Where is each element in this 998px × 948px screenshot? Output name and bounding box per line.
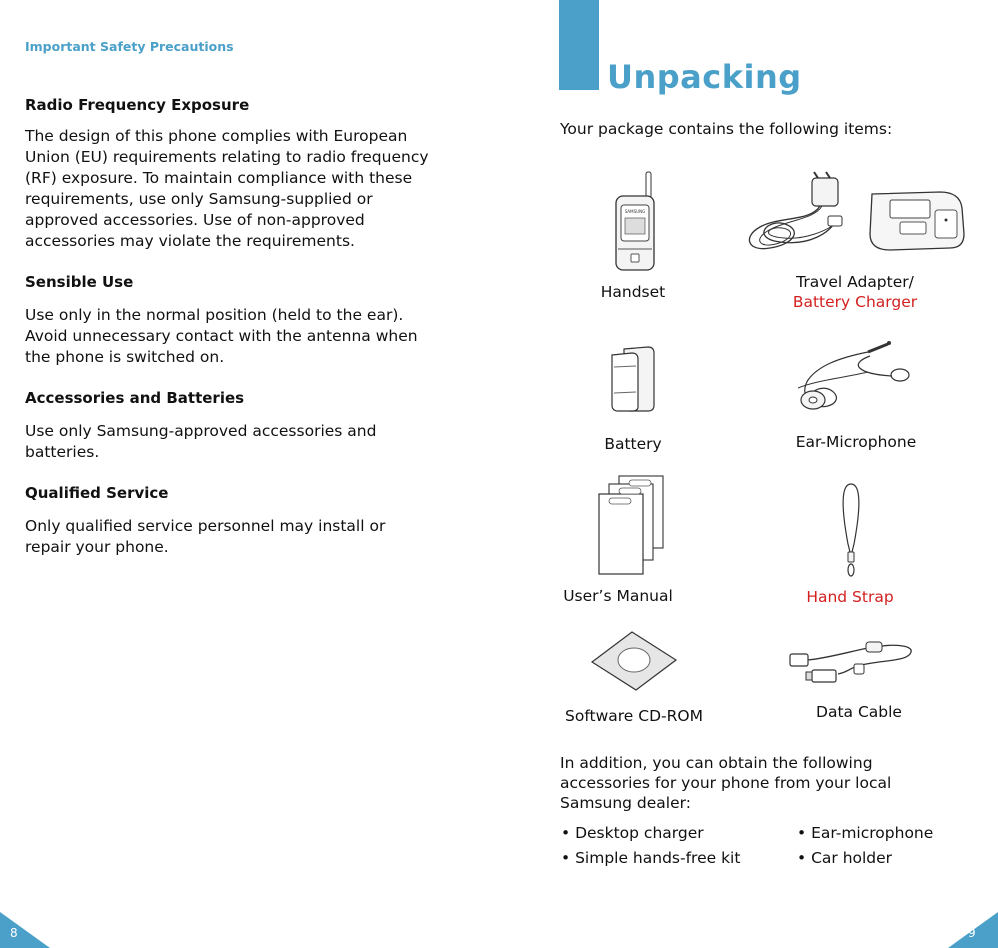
handset-brand-text: SAMSUNG <box>624 209 646 214</box>
caption-data-cable: Data Cable <box>816 703 902 721</box>
running-header: Important Safety Precautions <box>25 39 234 54</box>
page-corner-left <box>0 912 50 948</box>
optional-item: • Simple hands-free kit <box>561 849 741 867</box>
battery-illustration <box>608 345 660 413</box>
caption-hand-strap: Hand Strap <box>806 588 894 606</box>
page-title: Unpacking <box>607 58 802 96</box>
text-line: repair your phone. <box>25 538 169 556</box>
hand-strap-illustration <box>836 482 866 580</box>
caption-battery: Battery <box>604 435 662 453</box>
text-line: approved accessories. Use of non-approved <box>25 211 365 229</box>
handset-illustration <box>606 172 666 272</box>
caption-travel-adapter <box>755 272 955 312</box>
chapter-tab <box>559 0 599 90</box>
text-line: Use only in the normal position (held to the ear). <box>25 306 404 324</box>
section-title-qualified-service: Qualified Service <box>25 484 169 502</box>
caption-cdrom: Software CD-ROM <box>565 707 703 725</box>
optional-item: • Car holder <box>797 849 893 867</box>
intro-text: Your package contains the following items: <box>560 120 893 138</box>
text-line: batteries. <box>25 443 100 461</box>
manual-illustration <box>597 474 669 578</box>
section-body-accessories <box>25 421 445 463</box>
caption-ear-microphone: Ear-Microphone <box>795 433 917 451</box>
text-line: In addition, you can obtain the following <box>560 754 873 772</box>
section-title-sensible-use: Sensible Use <box>25 273 134 291</box>
section-title-accessories: Accessories and Batteries <box>25 389 245 407</box>
section-body-rf <box>25 126 445 252</box>
text-line: accessories may violate the requirements. <box>25 232 355 250</box>
caption-charger-line: Battery Charger <box>792 293 918 311</box>
text-line: Only qualified service personnel may install or <box>25 517 386 535</box>
page-number-left: 8 <box>10 926 18 940</box>
section-body-qualified-service <box>25 516 445 558</box>
text-line: requirements, use only Samsung-supplied or <box>25 190 373 208</box>
text-line: the phone is switched on. <box>25 348 225 366</box>
optional-item: • Ear-microphone <box>797 824 934 842</box>
section-body-sensible-use <box>25 305 445 368</box>
caption-handset: Handset <box>600 283 666 301</box>
caption-manual: User’s Manual <box>563 587 673 605</box>
data-cable-illustration <box>788 636 918 686</box>
text-line: The design of this phone complies with European <box>25 127 408 145</box>
text-line: Samsung dealer: <box>560 794 691 812</box>
cdrom-illustration <box>590 630 678 692</box>
text-line: Use only Samsung-approved accessories and <box>25 422 377 440</box>
caption-adapter-line: Travel Adapter/ <box>796 273 914 291</box>
text-line: accessories for your phone from your local <box>560 774 892 792</box>
text-line: Avoid unnecessary contact with the antenna when <box>25 327 418 345</box>
page-number-right: 9 <box>968 926 976 940</box>
optional-item: • Desktop charger <box>561 824 704 842</box>
section-title-rf: Radio Frequency Exposure <box>25 96 250 114</box>
travel-adapter-illustration <box>740 172 970 257</box>
text-line: Union (EU) requirements relating to radio frequency <box>25 148 429 166</box>
additional-accessories-text <box>560 753 940 813</box>
ear-microphone-illustration <box>788 340 903 420</box>
text-line: (RF) exposure. To maintain compliance with these <box>25 169 413 187</box>
